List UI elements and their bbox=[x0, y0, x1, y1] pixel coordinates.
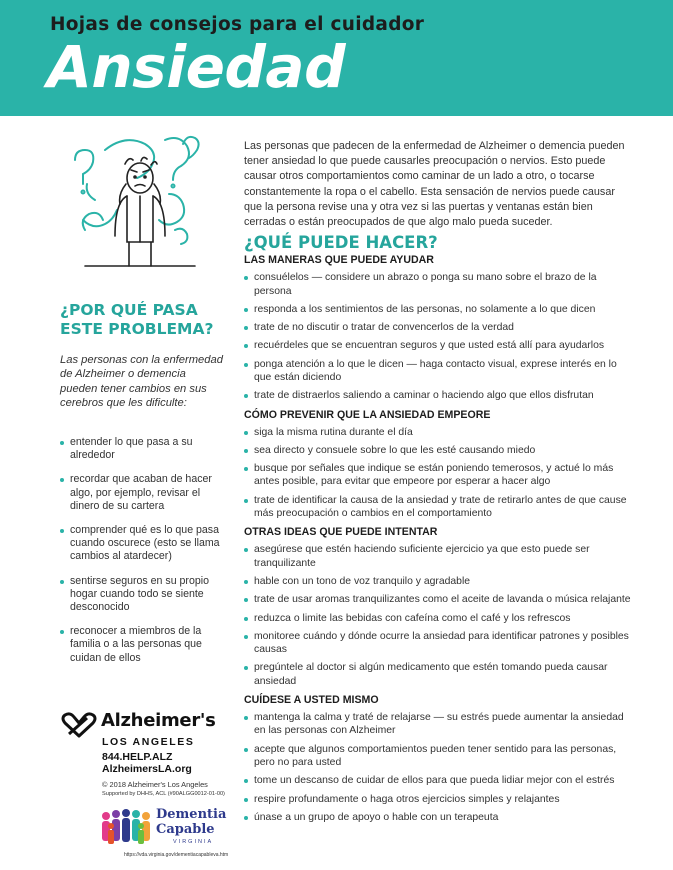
why-intro: Las personas con la enfermedad de Alzheimer o demencia pueden tener cambios en sus cerebros que les dificulte: bbox=[60, 354, 223, 409]
dementia-capable-logo bbox=[98, 800, 248, 860]
dc-url-link[interactable]: https://vda.virginia.gov/dementiacapableva.htm bbox=[124, 852, 229, 858]
left-column bbox=[60, 130, 230, 664]
dc-state: VIRGINIA bbox=[173, 839, 214, 845]
dc-name-line1: Dementia bbox=[156, 807, 227, 822]
section-heading: CUÍDESE A USTED MISMO bbox=[244, 694, 379, 707]
org-sub: LOS ANGELES bbox=[102, 736, 195, 748]
list-item: tome un descanso de cuidar de ellos para que pueda lidiar mejor con el estrés bbox=[244, 774, 634, 787]
list-item: sentirse seguros en su propio hogar cuando todo se siente desconocido bbox=[60, 575, 230, 615]
list-item: hable con un tono de voz tranquilo y agradable bbox=[244, 575, 634, 588]
right-column bbox=[244, 139, 634, 829]
list-item: consuélelos — considere un abrazo o ponga su mano sobre el brazo de la persona bbox=[244, 271, 634, 298]
alzheimers-ribbon-heart-icon bbox=[60, 712, 98, 738]
list-item: reduzca o limite las bebidas con cafeína como el café y los refrescos bbox=[244, 612, 634, 625]
document-subtitle: Hojas de consejos para el cuidador bbox=[50, 14, 425, 35]
section-list bbox=[244, 711, 634, 824]
support-text: Supported by DHHS, ACL (#90ALGG0012-01-00) bbox=[102, 791, 225, 797]
section-list bbox=[244, 271, 634, 402]
list-item: responda a los sentimientos de las personas, no solamente a lo que dicen bbox=[244, 303, 634, 316]
why-list bbox=[60, 436, 230, 676]
what-can-you-do-heading: ¿QUÉ PUEDE HACER? bbox=[244, 233, 438, 253]
list-item: acepte que algunos comportamientos pueden tener sentido para las personas, pero no para usted bbox=[244, 743, 634, 770]
section-heading: CÓMO PREVENIR QUE LA ANSIEDAD EMPEORE bbox=[244, 408, 491, 421]
document-title: Ansiedad bbox=[47, 33, 346, 101]
section-heading: LAS MANERAS QUE PUEDE AYUDAR bbox=[244, 254, 434, 267]
list-item: únase a un grupo de apoyo o hable con un terapeuta bbox=[244, 811, 634, 824]
list-item: busque por señales que indique se están poniendo temerosos, y actué lo más antes posible, para evitar que empeore por esperar a hacer algo bbox=[244, 462, 634, 489]
list-item: trate de no discutir o tratar de convencerlos de la verdad bbox=[244, 321, 634, 334]
list-item: monitoree cuándo y dónde ocurre la ansiedad para identificar patrones y posibles causas bbox=[244, 630, 634, 657]
alzheimers-la-block bbox=[60, 712, 240, 797]
list-item: siga la misma rutina durante el día bbox=[244, 426, 634, 439]
list-item: recordar que acaban de hacer algo, por ejemplo, revisar el dinero de su cartera bbox=[60, 473, 230, 513]
section-list bbox=[244, 543, 634, 688]
list-item: respire profundamente o haga otros ejercicios simples y relajantes bbox=[244, 793, 634, 806]
list-item: reconocer a miembros de la familia o a las personas que cuidan de ellos bbox=[60, 625, 230, 665]
copyright-text: © 2018 Alzheimer's Los Angeles bbox=[102, 780, 208, 789]
list-item: pregúntele al doctor si algún medicamento que estén tomando pueda causar ansiedad bbox=[244, 661, 634, 688]
colorful-people-icon bbox=[98, 806, 158, 850]
list-item: ponga atención a lo que le dicen — haga contacto visual, exprese interés en lo que están diciendo bbox=[244, 358, 634, 385]
list-item: trate de identificar la causa de la ansiedad y trate de retirarlo antes de que cause más preocupación o cambios en el comportamiento bbox=[244, 494, 634, 521]
list-item: sea directo y consuele sobre lo que les esté causando miedo bbox=[244, 444, 634, 457]
worried-person-with-question-marks-icon bbox=[65, 130, 215, 268]
org-phone[interactable]: 844.HELP.ALZ bbox=[102, 751, 173, 763]
section-heading: OTRAS IDEAS QUE PUEDE INTENTAR bbox=[244, 526, 438, 539]
list-item: trate de usar aromas tranquilizantes como el aceite de lavanda o música relajante bbox=[244, 593, 634, 606]
list-item: mantenga la calma y traté de relajarse — su estrés puede aumentar la ansiedad en las personas con Alzheimer bbox=[244, 711, 634, 738]
org-name: Alzheimer's bbox=[101, 710, 216, 731]
why-heading: ¿POR QUÉ PASA ESTE PROBLEMA? bbox=[60, 301, 214, 338]
header-banner bbox=[0, 0, 673, 116]
intro-paragraph: Las personas que padecen de la enfermedad de Alzheimer o demencia pueden tener ansiedad lo que puede causarles preocupación o nervios. Esto puede causar otros comportamientos como caminar de un lado a otro, o tocarse constantemente la ropa o el cabello. Esta sensación de nervios puede causar que la persona revise una y otra vez si las puertas y ventanas están bien cerradas o están preocupados de que algo malo pueda suceder. bbox=[244, 140, 625, 229]
list-item: comprender qué es lo que pasa cuando oscurece (esto se llama cambios al atardecer) bbox=[60, 524, 230, 564]
list-item: trate de distraerlos saliendo a caminar o haciendo algo que ellos disfrutan bbox=[244, 389, 634, 402]
section-list bbox=[244, 426, 634, 521]
list-item: entender lo que pasa a su alrededor bbox=[60, 436, 230, 462]
org-website-link[interactable]: AlzheimersLA.org bbox=[102, 763, 192, 775]
list-item: recuérdeles que se encuentran seguros y que usted está allí para ayudarlos bbox=[244, 339, 634, 352]
list-item: asegúrese que estén haciendo suficiente ejercicio ya que esto puede ser tranquilizante bbox=[244, 543, 634, 570]
dc-name-line2: Capable bbox=[156, 822, 215, 837]
